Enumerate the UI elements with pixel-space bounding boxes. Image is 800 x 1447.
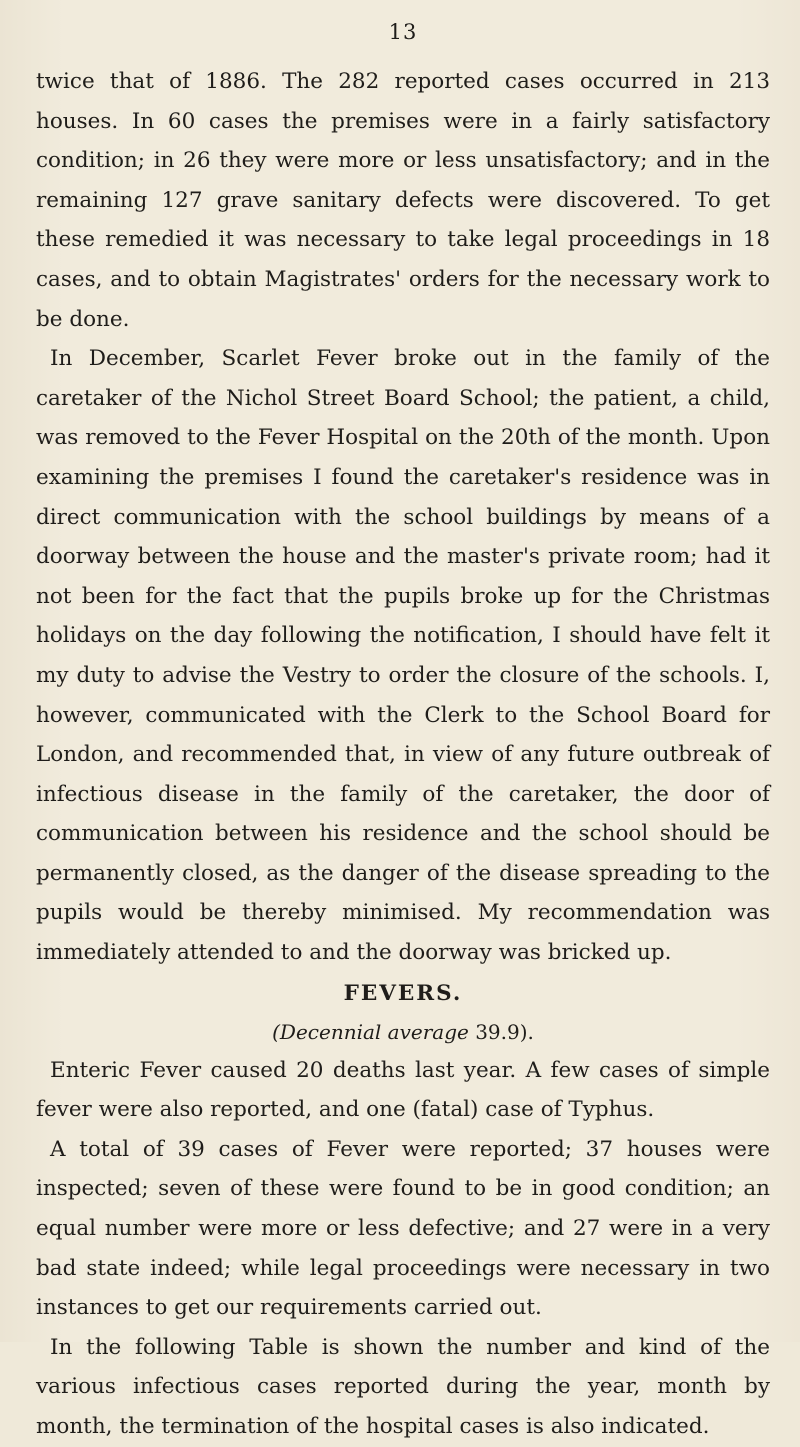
fever-paragraph-2: A total of 39 cases of Fever were reported; 37 houses were inspected; seven of these were found to be in good condition; an equal number were more or less defective; and 27 were in a very bad state indeed; while legal proceedings were necessary in two instances to get our requirements carried out. xyxy=(36,1136,770,1321)
paragraph-2: In December, Scarlet Fever broke out in the family of the caretaker of the Nichol Street Board School; the patient, a child, was removed to the Fever Hospital on the 20th of the month. Upon examining the premises I found the caretaker's residence was in direct communication with the school buildings by means of a doorway between the house and the master's private room; had it not been for the fact that the pupils broke up for the Christmas holidays on the day following the notification, I should have felt it my duty to advise the Vestry to order the closure of the schools. I, however, communicated with the Clerk to the School Board for London, and recommended that, in view of any future outbreak of infectious disease in the family of the caretaker, the door of communication between his residence and the school should be permanently closed, as the danger of the disease spreading to the pupils would be thereby minimised. My recommendation was immediately attended to and the doorway was bricked up. xyxy=(36,346,770,966)
section-subheading xyxy=(36,1013,770,1051)
subheading-value: 39.9). xyxy=(468,1019,534,1044)
subheading-open: ( xyxy=(272,1019,280,1044)
subheading-label: Decennial average xyxy=(279,1019,469,1044)
section-heading-fevers: FEVERS. xyxy=(343,980,463,1006)
paragraph-1: twice that of 1886. The 282 reported cases occurred in 213 houses. In 60 cases the premises were in a fairly satisfactory condition; in 26 they were more or less unsatisfactory; and in the remaining 127 grave sanitary defects were discovered. To get these remedied it was necessary to take legal proceedings in 18 cases, and to obtain Magistrates' orders for the necessary work to be done. xyxy=(36,69,770,332)
fever-paragraph-3: In the following Table is shown the number and kind of the various infectious cases reported during the year, month by month, the termination of the hospital cases is also indicated. xyxy=(36,1334,770,1439)
page-number: 13 xyxy=(388,20,418,44)
fever-paragraph-1: Enteric Fever caused 20 deaths last year. A few cases of simple fever were also reported, and one (fatal) case of Typhus. xyxy=(36,1057,770,1123)
